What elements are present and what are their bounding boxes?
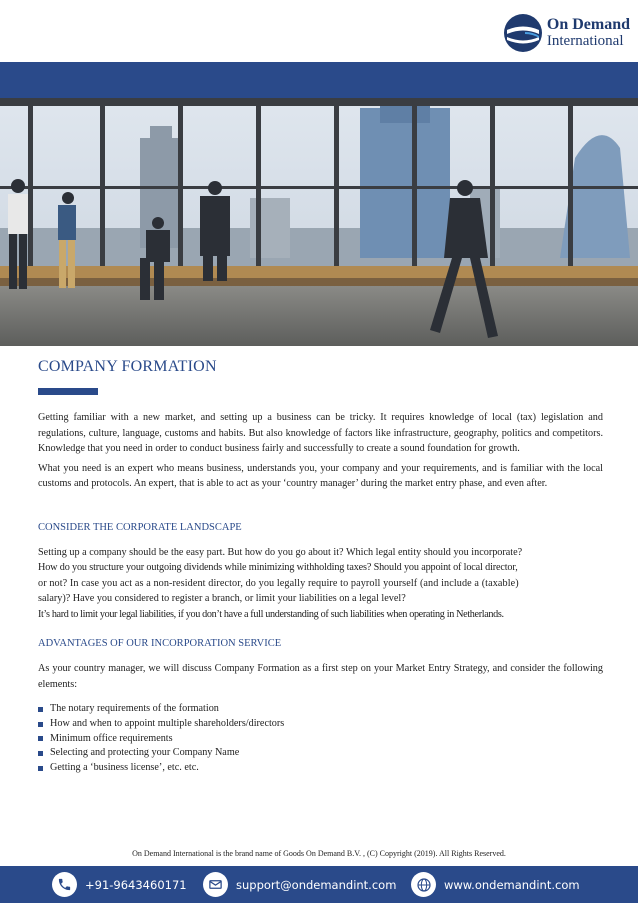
text-line: or not? In case you act as a non-resident director, do you legally require to payroll yourself (and include a (taxable) bbox=[38, 577, 519, 589]
logo-name-line2: International bbox=[546, 33, 624, 49]
phone-number[interactable]: +91-9643460171 bbox=[85, 877, 187, 892]
list-item-label: How and when to appoint multiple shareholders/directors bbox=[50, 717, 285, 729]
bullet-square-icon bbox=[38, 766, 43, 771]
bullet-square-icon bbox=[38, 722, 43, 727]
list-item bbox=[38, 717, 603, 732]
section-title-company-formation: COMPANY FORMATION bbox=[38, 358, 217, 375]
bullet-square-icon bbox=[38, 707, 43, 712]
text-line: How do you structure your outgoing dividends while minimizing withholding taxes? Should you appoint of local director, bbox=[38, 562, 518, 573]
paragraph-advantages-intro: As your country manager, we will discuss Company Formation as a first step on your Market Entry Strategy, and consider the following elements: bbox=[38, 663, 603, 690]
logo-name-line1: On Demand bbox=[546, 16, 630, 33]
section-title-advantages: ADVANTAGES OF OUR INCORPORATION SERVICE bbox=[38, 638, 282, 649]
list-item-label: The notary requirements of the formation bbox=[50, 703, 219, 714]
office-skyline-photo bbox=[0, 98, 638, 346]
list-item-label: Getting a ‘business license’, etc. etc. bbox=[50, 762, 199, 774]
paragraph-corporate-landscape bbox=[38, 545, 603, 623]
bullet-square-icon bbox=[38, 736, 43, 741]
text-line: Setting up a company should be the easy part. But how do you go about it? Which legal entity should you incorporate? bbox=[38, 546, 523, 558]
globe-icon bbox=[411, 872, 436, 897]
text-line: It’s hard to limit your legal liabilities, if you don’t have a full understanding of such liabilities when operating in Netherlands. bbox=[38, 608, 504, 620]
envelope-icon bbox=[203, 872, 228, 897]
list-item-label: Minimum office requirements bbox=[50, 732, 173, 744]
main-content bbox=[38, 358, 603, 776]
footer-website[interactable] bbox=[411, 872, 580, 897]
company-logo bbox=[503, 12, 630, 54]
footer-phone[interactable] bbox=[52, 872, 187, 897]
text-line: salary)? Have you considered to register a branch, or limit your liabilities on a legal level? bbox=[38, 593, 406, 604]
email-address[interactable]: support@ondemandint.com bbox=[236, 877, 397, 892]
advantages-list bbox=[38, 702, 603, 776]
paragraph-expert: What you need is an expert who means business, understands you, your company and your requirements, and is familiar with the local customs and protocols. An expert, that is able to act as your ‘country manager’ during the market entry phase, and even after. bbox=[38, 462, 603, 489]
list-item bbox=[38, 732, 603, 747]
phone-icon bbox=[52, 872, 77, 897]
logo-mark-icon bbox=[503, 13, 543, 53]
hero-image bbox=[0, 98, 638, 346]
title-underline-bar bbox=[38, 388, 98, 395]
header-banner bbox=[0, 62, 638, 98]
list-item bbox=[38, 761, 603, 776]
list-item bbox=[38, 746, 603, 761]
list-item-label: Selecting and protecting your Company Name bbox=[50, 747, 240, 759]
bullet-square-icon bbox=[38, 751, 43, 756]
list-item bbox=[38, 702, 603, 717]
contact-footer-bar bbox=[0, 866, 638, 903]
page-header bbox=[0, 0, 638, 62]
paragraph-intro: Getting familiar with a new market, and setting up a business can be tricky. It requires knowledge of local (tax) legislation and regulations, culture, language, customs and habits. But also knowledge of factors like infrastructure, geography, politics and competitors. Knowledge that you need in order to conduct business fairly and successfully to create a sound foundation for growth. bbox=[38, 412, 603, 454]
copyright-note: On Demand International is the brand name of Goods On Demand B.V. , (C) Copyright (2019). All Rights Reserved. bbox=[132, 849, 506, 858]
website-url[interactable]: www.ondemandint.com bbox=[444, 877, 580, 892]
section-title-corporate-landscape: CONSIDER THE CORPORATE LANDSCAPE bbox=[38, 521, 242, 533]
footer-email[interactable] bbox=[203, 872, 396, 897]
